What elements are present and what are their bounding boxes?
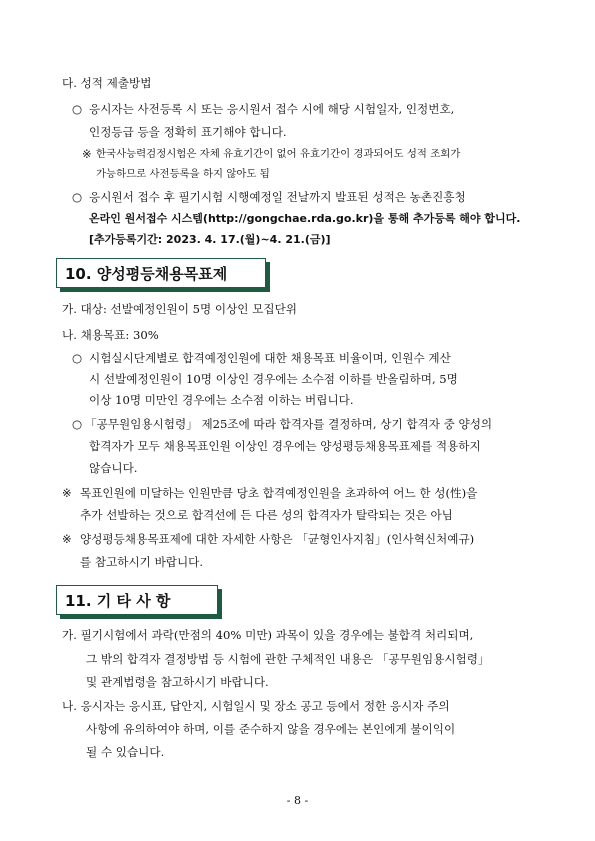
registration-period: [추가등록기간: 2023. 4. 17.(월)~4. 21.(금)] (89, 233, 331, 246)
note-mark: ※ (62, 486, 72, 500)
paragraph-line-bold: 온라인 원서접수 시스템(http://gongchae.rda.go.kr)을 통해 추가등록 해야 합니다. (89, 212, 521, 225)
note-line: 양성평등채용목표제에 대한 자세한 사항은 「균형인사지침」(인사혁신처예규) (80, 532, 475, 546)
bullet-circle: ○ (72, 190, 83, 204)
paragraph-line: 합격자가 모두 채용목표인원 이상인 경우에는 양성평등채용목표제를 적용하지 (89, 439, 481, 453)
note-mark: ※ (62, 532, 72, 546)
section-title-10 (56, 258, 266, 288)
item-ga: 가. 필기시험에서 과락(만점의 40% 미만) 과목이 있을 경우에는 불합격 처리되며, (62, 628, 474, 642)
bullet-circle: ○ (72, 102, 83, 116)
note-line: 를 참고하시기 바랍니다. (80, 555, 204, 569)
paragraph-line: 사항에 유의하여야 하며, 이를 준수하지 않을 경우에는 본인에게 불이익이 (86, 722, 456, 736)
section-title-text: 10. 양성평등채용목표제 (65, 264, 228, 283)
item-ga: 가. 대상: 선발예정인원이 5명 이상인 모집단위 (62, 302, 297, 316)
note-line: 가능하므로 사전등록을 하지 않아도 됨 (96, 168, 270, 180)
section-title-11 (56, 585, 218, 615)
note-line: 목표인원에 미달하는 인원만큼 당초 합격예정인원을 초과하여 어느 한 성(性)을 (80, 486, 478, 500)
note-mark: ※ (82, 147, 92, 161)
item-na: 나. 채용목표: 30% (62, 328, 159, 342)
paragraph-line: 시 선발예정인원이 10명 이상인 경우에는 소수점 이하를 반올림하며, 5명 (89, 372, 458, 386)
bullet-circle: ○ (72, 417, 83, 431)
paragraph-line: 이상 10명 미만인 경우에는 소수점 이하는 버립니다. (89, 393, 354, 407)
page-number: - 8 - (286, 794, 309, 807)
subheading-score-submission: 다. 성적 제출방법 (62, 76, 152, 90)
paragraph-line: 시험실시단계별로 합격예정인원에 대한 채용목표 비율이며, 인원수 계산 (89, 351, 451, 365)
bullet-circle: ○ (72, 351, 83, 365)
paragraph-line: 응시원서 접수 후 필기시험 시행예정일 전날까지 발표된 성적은 농촌진흥청 (89, 190, 466, 204)
note-line: 한국사능력검정시험은 자체 유효기간이 없어 유효기간이 경과되어도 성적 조회가 (96, 148, 461, 160)
paragraph-line: 될 수 있습니다. (86, 745, 165, 759)
section-title-text: 11. 기 타 사 항 (65, 591, 171, 610)
paragraph-line: 응시자는 사전등록 시 또는 응시원서 접수 시에 해당 시험일자, 인정번호, (89, 102, 455, 116)
item-na: 나. 응시자는 응시표, 답안지, 시험일시 및 장소 공고 등에서 정한 응시자 주의 (62, 699, 450, 713)
paragraph-line: 「공무원임용시험령」 제25조에 따라 합격자를 결정하며, 상기 합격자 중 양성의 (85, 417, 493, 431)
note-line: 추가 선발하는 것으로 합격선에 든 다른 성의 합격자가 탈락되는 것은 아님 (80, 508, 453, 522)
paragraph-line: 및 관계법령을 참고하시기 바랍니다. (86, 675, 269, 689)
paragraph-line: 인정등급 등을 정확히 표기해야 합니다. (89, 125, 287, 139)
paragraph-line: 그 밖의 합격자 결정방법 등 시험에 관한 구체적인 내용은 「공무원임용시험령」 (86, 652, 490, 666)
paragraph-line: 않습니다. (89, 461, 138, 475)
